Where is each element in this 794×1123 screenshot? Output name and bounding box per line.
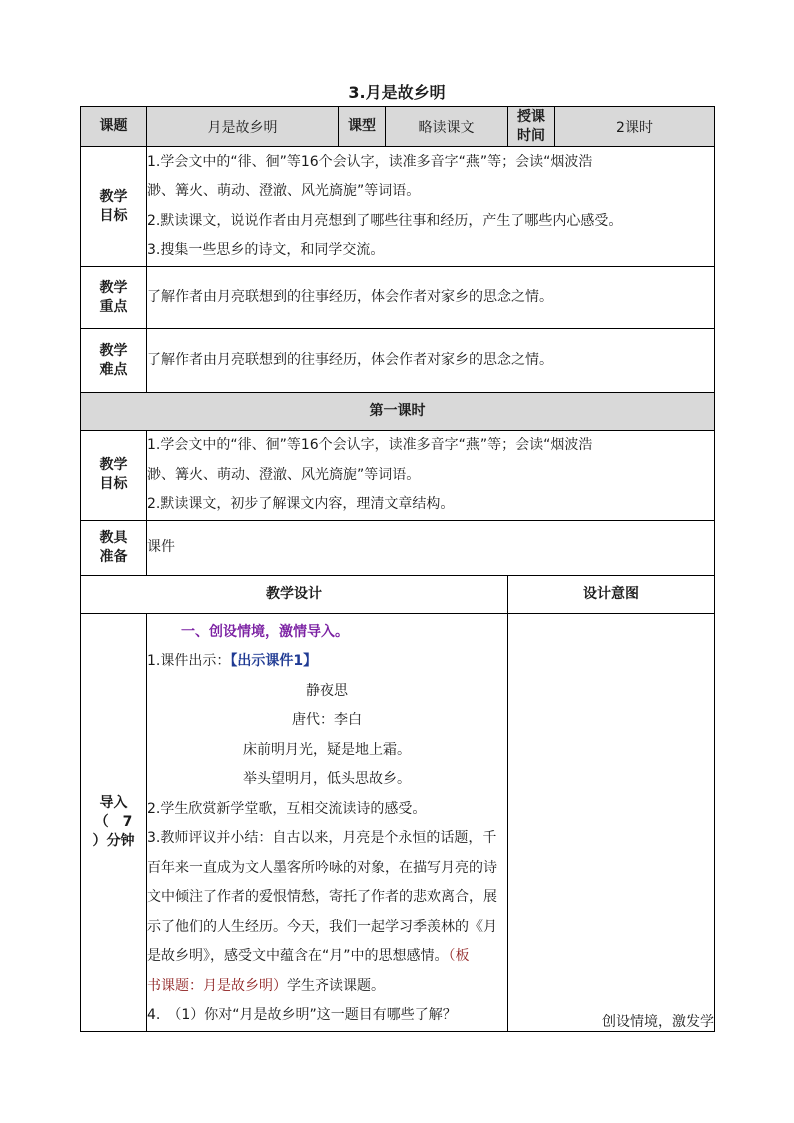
step-3-last-a: 是故乡明》，感受文中蕴含在“月”中的思想感情。: [147, 948, 449, 964]
step-3-line: 百年来一直成为文人墨客所吟咏的对象，在描写月亮的诗: [147, 859, 497, 876]
step-heading: 一、创设情境，激情导入。: [181, 623, 349, 640]
page-title: 3.月是故乡明: [348, 83, 446, 102]
tools-label-1: 教具: [99, 529, 128, 546]
difficulties-text: 了解作者由月亮联想到的往事经历，体会作者对家乡的思念之情。: [147, 329, 715, 393]
key-points-text: 了解作者由月亮联想到的往事经历，体会作者对家乡的思念之情。: [147, 267, 715, 329]
lesson1-objectives-label-2: 目标: [99, 476, 128, 493]
step-3-line: 文中倾注了作者的爱恨情愁，寄托了作者的悲欢离合，展: [147, 889, 497, 905]
courseware-prefix: 1.课件出示：: [147, 653, 231, 669]
design-content: [147, 613, 508, 1031]
lesson1-heading: 第一课时: [81, 393, 715, 431]
objectives-text: [147, 147, 715, 267]
objectives-label-1: 教学: [99, 188, 128, 205]
step-4: 4. （1）你对“月是故乡明”这一题目有哪些了解？: [147, 1007, 457, 1023]
type-value: 略读课文: [386, 107, 508, 147]
step-3-line: 示了他们的人生经历。今天，我们一起学习季羡林的《月: [147, 918, 497, 935]
objectives-line: 1.学会文中的“徘、徊”等16个会认字，读准多音字“燕”等；会读“烟波浩: [147, 153, 593, 170]
lesson1-heading-row: [81, 393, 715, 431]
time-value: 2课时: [555, 107, 715, 147]
objectives-line: 渺、篝火、萌动、澄澈、风光旖旎”等词语。: [147, 183, 421, 199]
difficulties-label-2: 难点: [99, 361, 128, 378]
lesson1-objectives-text: [147, 431, 715, 521]
objectives-label-2: 目标: [99, 207, 128, 224]
step-3-end: 学生齐读课题。: [287, 977, 385, 994]
difficulties-row: [81, 329, 715, 393]
topic-value: 月是故乡明: [147, 107, 339, 147]
intent-header: 设计意图: [508, 575, 715, 613]
section-label: [81, 613, 147, 1031]
key-points-label: [81, 267, 147, 329]
difficulties-label: [81, 329, 147, 393]
lesson-plan-table: [80, 106, 715, 1032]
section-label-3: ）分钟: [92, 832, 135, 849]
objectives-label: [81, 147, 147, 267]
step-2: 2.学生欣赏新学堂歌，互相交流读诗的感受。: [147, 800, 427, 817]
poem-line-2: 举头望明月，低头思故乡。: [243, 771, 411, 787]
lesson1-objectives-line: 2.默读课文，初步了解课文内容，理清文章结构。: [147, 496, 455, 512]
lesson1-objectives-row: [81, 431, 715, 521]
courseware-tag: 【出示课件1】: [230, 653, 318, 669]
intent-note: 创设情境，激发学: [508, 613, 715, 1031]
tools-label-2: 准备: [99, 548, 128, 565]
step-3-line: [147, 942, 507, 972]
design-body-row: [81, 613, 715, 1031]
difficulties-label-1: 教学: [99, 342, 128, 359]
design-header: 教学设计: [81, 575, 508, 613]
courseware-line: [147, 647, 507, 677]
lesson1-objectives-label-1: 教学: [99, 457, 128, 474]
section-label-1: 导入: [99, 794, 128, 811]
topic-label: 课题: [81, 107, 147, 147]
objectives-line: 2.默读课文，说说作者由月亮想到了哪些往事和经历，产生了哪些内心感受。: [147, 212, 623, 229]
section-label-2: （ 7: [94, 813, 133, 830]
tools-value: 课件: [147, 520, 715, 575]
poem-author: 唐代：李白: [292, 712, 362, 728]
step-3-line: [147, 972, 507, 1002]
key-points-row: [81, 267, 715, 329]
time-label-line-2: 时间: [517, 127, 545, 144]
lesson1-objectives-line: 1.学会文中的“徘、徊”等16个会认字，读准多音字“燕”等；会读“烟波浩: [147, 437, 593, 453]
tools-label: [81, 520, 147, 575]
step-3-line: 3.教师评议并小结：自古以来，月亮是个永恒的话题，千: [147, 830, 497, 846]
poem-line-1: 床前明月光，疑是地上霜。: [243, 741, 411, 758]
time-label-line-1: 授课: [517, 108, 545, 125]
step-3-board: 书课题：月是故乡明）: [147, 977, 287, 994]
design-header-row: [81, 575, 715, 613]
poem-title: 静夜思: [306, 682, 348, 699]
key-points-label-2: 重点: [99, 298, 128, 315]
lesson1-objectives-label: [81, 431, 147, 521]
objectives-line: 3.搜集一些思乡的诗文，和同学交流。: [147, 242, 385, 258]
objectives-row: [81, 147, 715, 267]
tools-row: [81, 520, 715, 575]
time-label: [508, 107, 555, 147]
header-row: [81, 107, 715, 147]
type-label: 课型: [339, 107, 386, 147]
key-points-label-1: 教学: [99, 279, 128, 296]
step-3-last-b: （板: [448, 948, 470, 964]
lesson1-objectives-line: 渺、篝火、萌动、澄澈、风光旖旎”等词语。: [147, 466, 421, 483]
